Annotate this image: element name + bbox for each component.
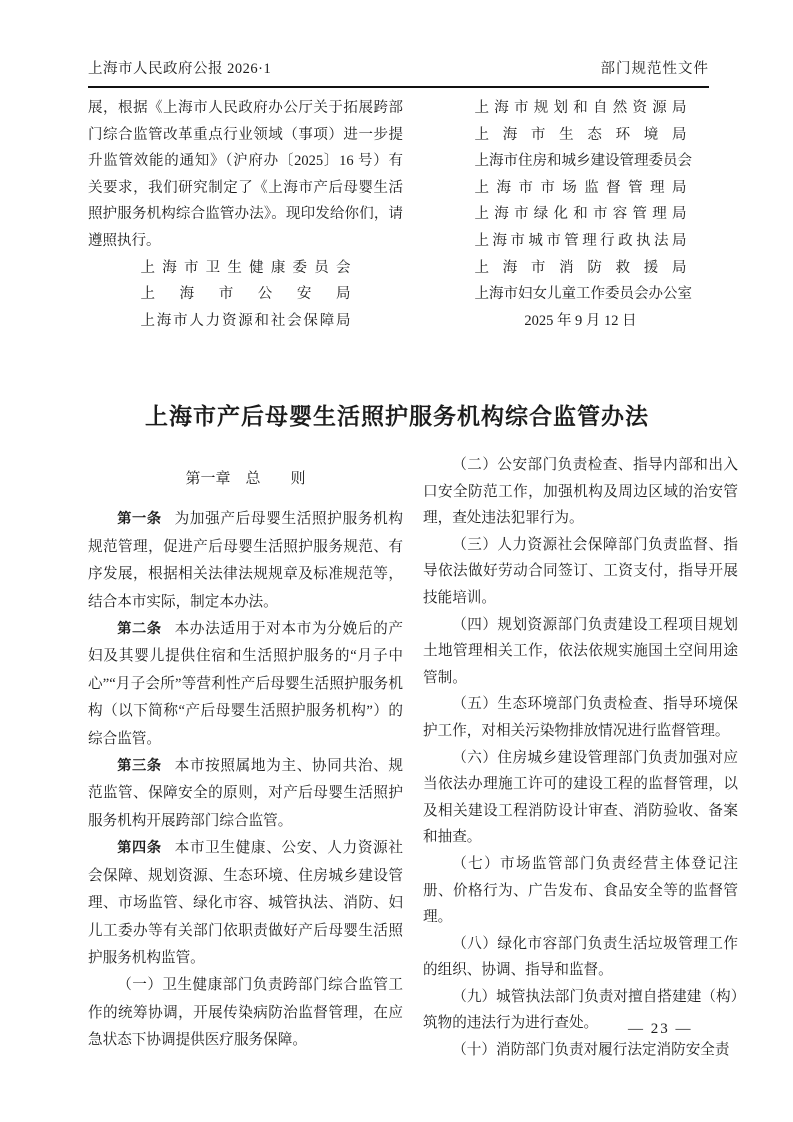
notice-left-column bbox=[88, 95, 403, 334]
header-rule bbox=[88, 86, 709, 88]
clause-item-4: （四）规划资源部门负责建设工程项目规划土地管理相关工作，依法依规实施国土空间用途管制。 bbox=[423, 616, 738, 686]
clause-item-5: （五）生态环境部门负责检查、指导环境保护工作，对相关污染物排放情况进行监督管理。 bbox=[423, 696, 738, 739]
article-1-text: 为加强产后母婴生活照护服务机构规范管理，促进产后母婴生活照护服务规范、有序发展，根据相关法律法规规章及标准规范等，结合本市实际，制定本办法。 bbox=[88, 511, 403, 610]
article-2-text: 本办法适用于对本市为分娩后的产妇及其婴儿提供住宿和生活照护服务的“月子中心”“月子会所”等营利性产后母婴生活照护服务机构（以下简称“产后母婴生活照护服务机构”）的综合监管。 bbox=[88, 621, 403, 747]
journal-title: 上海市人民政府公报 2026·1 bbox=[88, 61, 272, 77]
notice-date: 2025 年 9 月 12 日 bbox=[524, 312, 637, 329]
clause-item-6: （六）住房城乡建设管理部门负责加强对应当依法办理施工许可的建设工程的监督管理，以及相关建设工程消防设计审查、消防验收、备案和抽查。 bbox=[423, 749, 738, 846]
chapter-heading: 第一章 总 则 bbox=[185, 471, 306, 487]
regulation-right-column bbox=[423, 452, 738, 1064]
article-3-label: 第三条 bbox=[117, 758, 162, 775]
notice-body-text: 展，根据《上海市人民政府办公厅关于拓展跨部门综合监管改革重点行业领域（事项）进一步提升监管效能的通知》（沪府办〔2025〕16 号）有关要求，我们研究制定了《上海市产后母婴生活照护服务机构综合监管办法》。现印发给你们，请遵照执行。 bbox=[88, 100, 403, 249]
clause-item-3: （三）人力资源社会保障部门负责监督、指导依法做好劳动合同签订、工资支付，指导开展技能培训。 bbox=[423, 536, 738, 606]
signer-name: 上海市妇女儿童工作委员会办公室 bbox=[474, 286, 692, 303]
clause-item-2: （二）公安部门负责检查、指导内部和出入口安全防范工作，加强机构及周边区域的治安管理，查处违法犯罪行为。 bbox=[423, 457, 738, 527]
signer-name: 上海市绿化和市容管理局 bbox=[474, 206, 687, 223]
clause-item-10: （十）消防部门负责对履行法定消防安全责 bbox=[452, 1042, 730, 1059]
article-3 bbox=[88, 753, 403, 835]
article-4-text: 本市卫生健康、公安、人力资源社会保障、规划资源、生态环境、住房城乡建设管理、市场监管、绿化市容、城管执法、消防、妇儿工委办等有关部门依职责做好产后母婴生活照护服务机构监管。 bbox=[88, 840, 403, 966]
signer-name: 上海市规划和自然资源局 bbox=[474, 100, 687, 116]
article-3-text: 本市按照属地为主、协同共治、规范监管、保障安全的原则，对产后母婴生活照护服务机构开展跨部门综合监管。 bbox=[88, 758, 403, 829]
signer-name: 上海市住房和城乡建设管理委员会 bbox=[474, 153, 692, 170]
notice-signers-left bbox=[141, 255, 351, 335]
article-1 bbox=[88, 506, 403, 616]
clause-item-8: （八）绿化市容部门负责生活垃圾管理工作的组织、协调、指导和监督。 bbox=[423, 935, 738, 979]
signer-name: 上海市卫生健康委员会 bbox=[140, 259, 351, 276]
article-2 bbox=[88, 616, 403, 753]
section-label: 部门规范性文件 bbox=[600, 61, 709, 77]
article-1-label: 第一条 bbox=[117, 511, 162, 528]
article-4-label: 第四条 bbox=[117, 840, 162, 857]
article-2-label: 第二条 bbox=[117, 621, 162, 638]
article-4 bbox=[88, 835, 403, 972]
clause-item-1: （一）卫生健康部门负责跨部门综合监管工作的统筹协调，开展传染病防治监督管理，在应急状态下协调提供医疗服务保障。 bbox=[88, 977, 403, 1049]
signer-name: 上海市公安局 bbox=[140, 286, 351, 303]
signer-name: 上海市市场监督管理局 bbox=[474, 179, 687, 196]
regulation-title: 上海市产后母婴生活照护服务机构综合监管办法 bbox=[145, 403, 649, 429]
notice-signers-right bbox=[474, 95, 692, 308]
signer-name: 上海市生态环境局 bbox=[474, 126, 687, 143]
regulation-left-column bbox=[88, 466, 403, 1055]
notice-right-column bbox=[423, 95, 738, 334]
clause-item-7: （七）市场监管部门负责经营主体登记注册、价格行为、广告发布、食品安全等的监督管理。 bbox=[423, 855, 738, 926]
clause-item-9: （九）城管执法部门负责对擅自搭建建（构）筑物的违法行为进行查处。 bbox=[423, 988, 738, 1032]
signer-name: 上海市城市管理行政执法局 bbox=[474, 232, 687, 249]
signer-name: 上海市人力资源和社会保障局 bbox=[140, 312, 351, 329]
page-number: — 23 — bbox=[628, 1021, 693, 1037]
signer-name: 上海市消防救援局 bbox=[474, 259, 687, 276]
